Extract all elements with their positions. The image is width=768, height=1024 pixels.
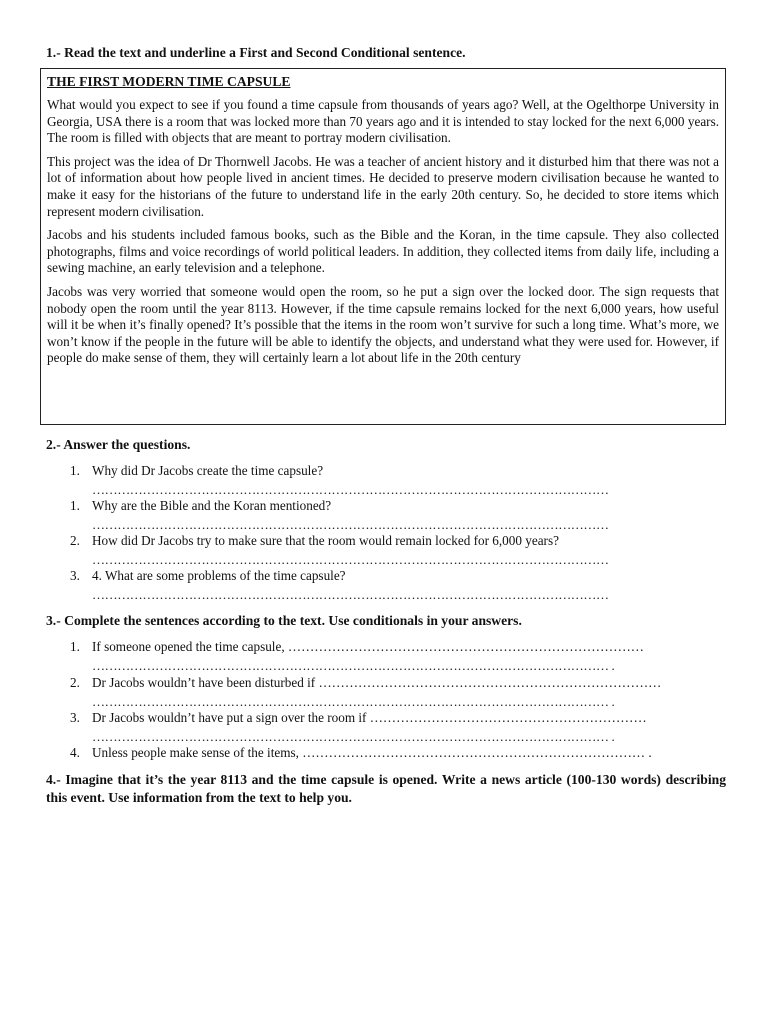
- question-item: [70, 568, 346, 584]
- question-text: 4. What are some problems of the time capsule?: [92, 568, 346, 583]
- reading-text-box: [40, 68, 726, 425]
- reading-paragraph: This project was the idea of Dr Thornwell Jacobs. He was a teacher of ancient history and it disturbed him that there was not a lot of information about how people lived in ancient times. He decided to preserve modern civilisation because he wanted to make it easy for the historians of the future to understand life in the early 20th century. So, he decided to store items which represent modern civilisation.: [47, 153, 719, 219]
- answer-line[interactable]: …………………………………………………………………………………………………………… .: [92, 730, 615, 744]
- question-number: 3.: [70, 568, 80, 583]
- sentence-item: [70, 639, 644, 655]
- section2-heading: 2.- Answer the questions.: [46, 437, 191, 452]
- question-number: 1.: [70, 498, 80, 513]
- answer-line[interactable]: ……………………………………………………………………………………………………………: [92, 553, 609, 567]
- reading-title: THE FIRST MODERN TIME CAPSULE: [47, 74, 291, 89]
- reading-paragraph: What would you expect to see if you found a time capsule from thousands of years ago? Well, at the Ogelthorpe University in Georgia, USA there is a room that was locked more than 70 years ago and it is intended to stay locked for the next 6,000 years. The room is filled with objects that are meant to portray modern civilisation.: [47, 97, 719, 146]
- question-text: How did Dr Jacobs try to make sure that the room would remain locked for 6,000 years?: [92, 533, 559, 548]
- sentence-number: 3.: [70, 710, 80, 725]
- sentence-text[interactable]: If someone opened the time capsule, ………………………………………………………………………: [92, 639, 644, 654]
- sentence-text[interactable]: Unless people make sense of the items, …………………………………………………………………… .: [92, 745, 652, 760]
- sentence-item: [70, 745, 652, 761]
- reading-paragraph: Jacobs and his students included famous books, such as the Bible and the Koran, in the time capsule. They also collected photographs, films and voice recordings of world political leaders. In addition, they collected items from daily life, including a sewing machine, an early television and a telephone.: [47, 227, 719, 276]
- section1-heading: 1.- Read the text and underline a First and Second Conditional sentence.: [46, 45, 466, 60]
- sentence-item: [70, 675, 661, 691]
- question-item: [70, 498, 331, 514]
- answer-line[interactable]: ……………………………………………………………………………………………………………: [92, 518, 609, 532]
- reading-paragraph: Jacobs was very worried that someone would open the room, so he put a sign over the locked door. The sign requests that nobody open the room until the year 8113. However, if the time capsule remains locked for the next 6,000 years, how useful will it be when it’s finally opened? It’s possible that the items in the room won’t survive for such a long time. What’s more, we won’t know if the people in the future will be able to identify the objects, and understand what they were used for. However, if people do make sense of them, they will certainly learn a lot about life in the 20th century: [47, 283, 719, 366]
- answer-line[interactable]: ……………………………………………………………………………………………………………: [92, 588, 609, 602]
- answer-line[interactable]: …………………………………………………………………………………………………………… .: [92, 659, 615, 673]
- sentence-item: [70, 710, 647, 726]
- question-number: 1.: [70, 463, 80, 478]
- section3-heading: 3.- Complete the sentences according to the text. Use conditionals in your answers.: [46, 613, 522, 628]
- answer-line[interactable]: ……………………………………………………………………………………………………………: [92, 483, 609, 497]
- answer-line[interactable]: …………………………………………………………………………………………………………… .: [92, 695, 615, 709]
- question-text: Why did Dr Jacobs create the time capsule?: [92, 463, 324, 478]
- sentence-number: 1.: [70, 639, 80, 654]
- question-item: [70, 463, 323, 479]
- sentence-number: 4.: [70, 745, 80, 760]
- sentence-text[interactable]: Dr Jacobs wouldn’t have put a sign over the room if ………………………………………………………: [92, 710, 647, 725]
- question-item: [70, 533, 559, 549]
- section4-heading: 4.- Imagine that it’s the year 8113 and the time capsule is opened. Write a news article (100-130 words) describing this event. Use information from the text to help you.: [46, 772, 726, 805]
- sentence-number: 2.: [70, 675, 80, 690]
- question-text: Why are the Bible and the Koran mentioned?: [92, 498, 332, 513]
- question-number: 2.: [70, 533, 80, 548]
- sentence-text[interactable]: Dr Jacobs wouldn’t have been disturbed if ……………………………………………………………………: [92, 675, 662, 690]
